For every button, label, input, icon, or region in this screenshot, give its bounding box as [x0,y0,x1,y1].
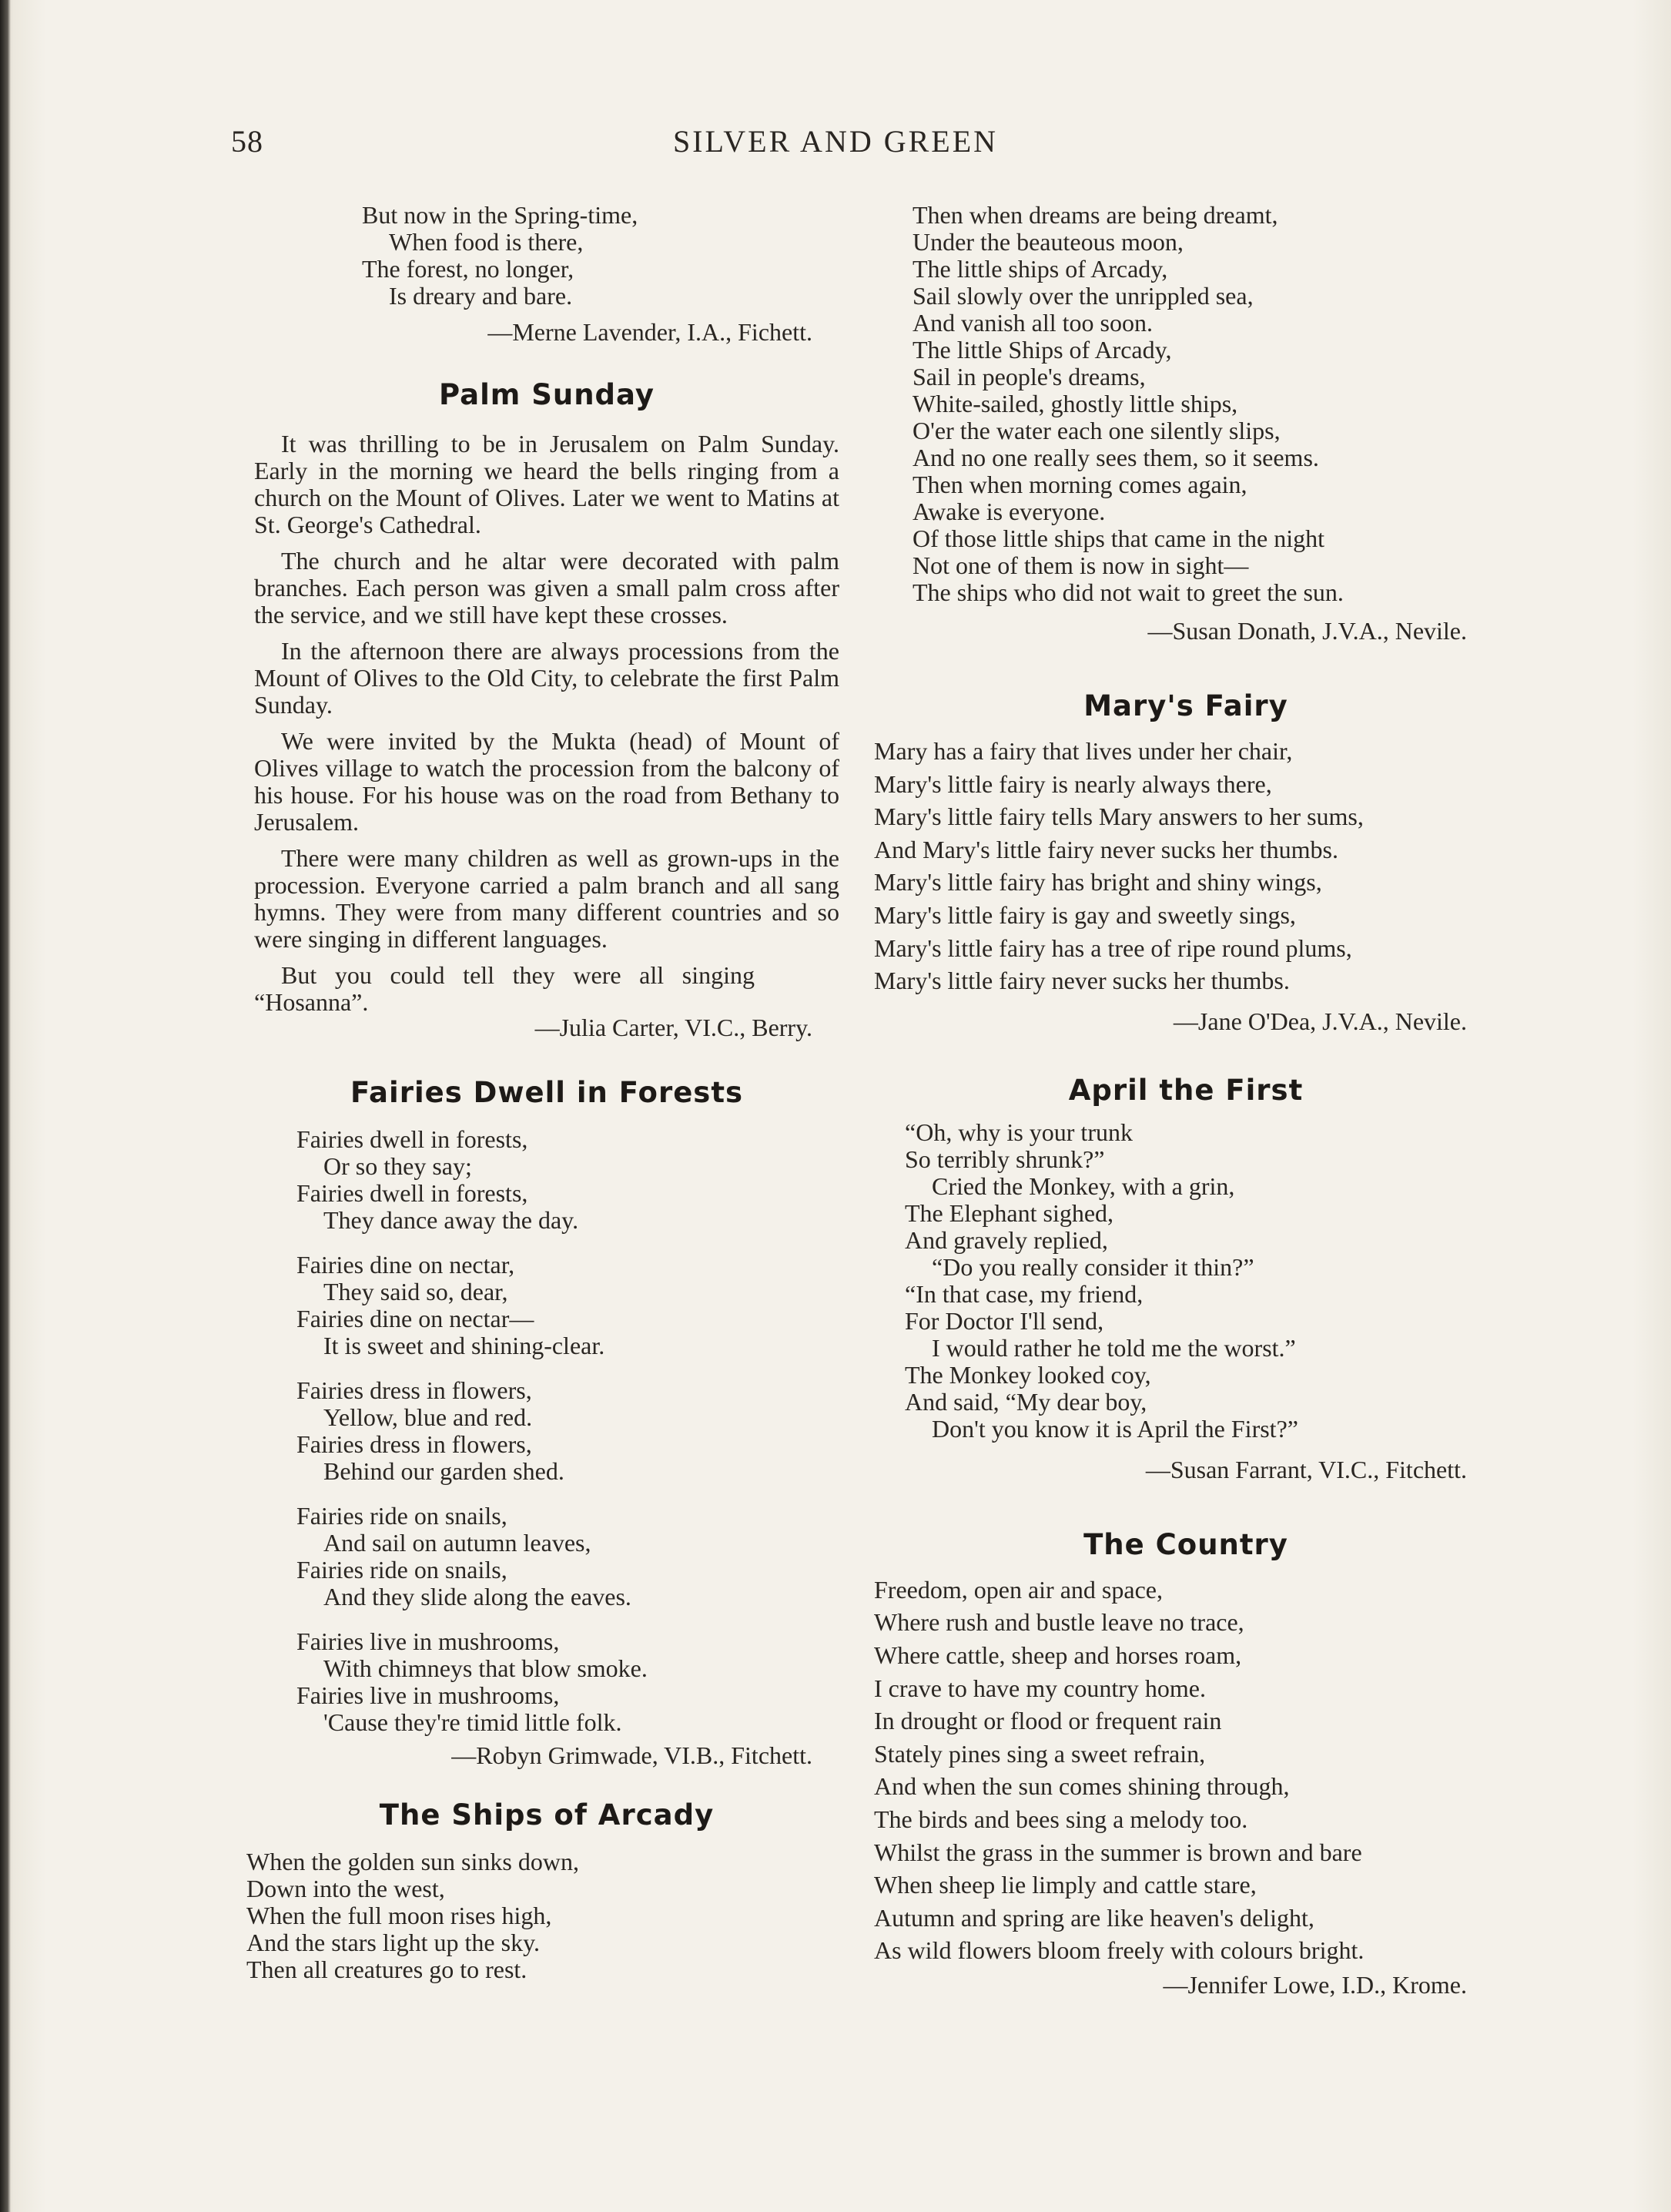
stanza [296,1126,847,1234]
attribution: —Jane O'Dea, J.V.A., Nevile. [1173,1007,1467,1035]
poem-line: Fairies dress in flowers, [296,1430,532,1458]
poem-line: Fairies dress in flowers, [296,1376,532,1404]
right-column [874,202,1498,1999]
ships-poem-end [874,202,1498,606]
attribution: —Susan Donath, J.V.A., Nevile. [1147,617,1467,645]
poem-line: Is dreary and bare. [389,282,573,310]
poem-line: The Monkey looked coy, [905,1360,1151,1389]
spring-poem-ending [246,202,847,310]
poem-line: Whilst the grass in the summer is brown and bare [874,1838,1362,1866]
attribution: —Susan Farrant, VI.C., Fitchett. [1145,1455,1467,1483]
stanza [296,1503,847,1610]
attribution: —Robyn Grimwade, VI.B., Fitchett. [451,1741,812,1769]
poem-line: “In that case, my friend, [905,1279,1144,1308]
running-title: SILVER AND GREEN [672,124,999,159]
poem-line: Don't you know it is April the First?” [932,1414,1298,1443]
poem-line: When sheep lie limply and cattle stare, [874,1871,1257,1899]
poem-line: Yellow, blue and red. [323,1403,533,1431]
paragraph: In the afternoon there are always processions from the Mount of Olives to the Old City, to celebrate the first Palm Sunday. [254,637,839,719]
poem-line: Fairies live in mushrooms, [296,1627,560,1655]
poem-line: Cried the Monkey, with a grin, [932,1171,1235,1200]
poem-line: And no one really sees them, so it seems. [913,444,1319,471]
heading-the-country: The Country [1083,1527,1288,1561]
poem-line: Stately pines sing a sweet refrain, [874,1739,1206,1768]
heading-fairies-dwell: Fairies Dwell in Forests [350,1076,744,1109]
ships-poem-start [246,1848,847,1983]
poem-line: Fairies dine on nectar— [296,1305,534,1332]
poem-line: “Oh, why is your trunk [905,1118,1133,1146]
poem-line: The birds and bees sing a melody too. [874,1805,1248,1833]
stanza [296,1377,847,1485]
poem-line: And the stars light up the sky. [246,1929,540,1956]
poem-line: When the full moon rises high, [246,1902,552,1929]
poem-line: And sail on autumn leaves, [323,1529,591,1557]
poem-line: Where rush and bustle leave no trace, [874,1608,1244,1637]
poem-line: I would rather he told me the worst.” [932,1333,1296,1362]
poem-line: Or so they say; [323,1152,472,1180]
poem-line: Mary's little fairy is nearly always there, [874,769,1272,798]
paragraph: The church and he altar were decorated with palm branches. Each person was given a small palm cross after the service, and we still have kept these crosses. [254,547,839,628]
poem-line: Then when morning comes again, [913,471,1247,498]
poem-line: The forest, no longer, [362,255,574,283]
poem-line: Mary's little fairy is gay and sweetly sings, [874,900,1296,929]
poem-line: The Elephant sighed, [905,1198,1114,1227]
poem-line: The ships who did not wait to greet the sun. [913,578,1344,606]
poem-line: With chimneys that blow smoke. [323,1654,648,1682]
poem-line: Behind our garden shed. [323,1457,564,1485]
heading-marys-fairy: Mary's Fairy [1083,689,1288,722]
stanza [296,1628,847,1736]
poem-line: Autumn and spring are like heaven's delight, [874,1903,1314,1932]
poem-line: Freedom, open air and space, [874,1575,1163,1604]
poem-line: And vanish all too soon. [913,309,1153,337]
poem-line: Fairies dwell in forests, [296,1179,528,1207]
poem-line: It is sweet and shining-clear. [323,1332,605,1359]
poem-line: O'er the water each one silently slips, [913,417,1281,444]
poem-line: So terribly shrunk?” [905,1145,1105,1173]
poem-line: But now in the Spring-time, [362,201,638,229]
stanza [296,1252,847,1359]
poem-line: And gravely replied, [905,1225,1108,1254]
paragraph: There were many children as well as grown-ups in the procession. Everyone carried a palm branch and all sang hymns. They were from many different countries and so were singing in different languages. [254,844,839,953]
palm-sunday-text [246,431,847,1016]
attribution: —Jennifer Lowe, I.D., Krome. [1163,1970,1467,1999]
poem-line: Fairies ride on snails, [296,1502,507,1530]
poem-line: For Doctor I'll send, [905,1306,1104,1335]
left-column [246,202,847,1983]
heading-ships-of-arcady: The Ships of Arcady [379,1798,715,1832]
poem-line: 'Cause they're timid little folk. [323,1708,622,1736]
poem-line: In drought or flood or frequent rain [874,1707,1222,1735]
poem-line: “Do you really consider it thin?” [932,1252,1254,1281]
poem-line: Awake is everyone. [913,498,1106,525]
poem-line: Sail slowly over the unrippled sea, [913,282,1254,310]
poem-line: Mary's little fairy has a tree of ripe round plums, [874,933,1352,962]
heading-april-the-first: April the First [1068,1073,1304,1107]
page-number: 58 [231,124,263,159]
binding-shadow [0,0,11,2212]
poem-line: Under the beauteous moon, [913,228,1184,256]
heading-palm-sunday: Palm Sunday [439,378,655,411]
poem-line: Not one of them is now in sight— [913,551,1249,579]
poem-line: And said, “My dear boy, [905,1387,1147,1416]
poem-line: And they slide along the eaves. [323,1583,631,1610]
poem-line: Mary has a fairy that lives under her chair, [874,737,1293,765]
page-header [0,123,1671,169]
paragraph: It was thrilling to be in Jerusalem on Palm Sunday. Early in the morning we heard the bells ringing from a church on the Mount of Olives. Later we went to Matins at St. George's Cathedral. [254,430,839,538]
poem-line: They dance away the day. [323,1206,579,1234]
poem-line: Mary's little fairy never sucks her thumbs. [874,967,1290,995]
poem-line: The little ships of Arcady, [913,255,1168,283]
poem-line: As wild flowers bloom freely with colours bright. [874,1936,1365,1965]
poem-line: Fairies live in mushrooms, [296,1681,560,1709]
poem-line: And Mary's little fairy never sucks her thumbs. [874,835,1338,863]
country-poem [874,1574,1498,1967]
april-poem [874,1119,1498,1443]
poem-line: Mary's little fairy has bright and shiny wings, [874,868,1322,897]
marys-fairy-poem [874,735,1498,997]
poem-line: When the golden sun sinks down, [246,1848,579,1875]
poem-line: White-sailed, ghostly little ships, [913,390,1238,417]
poem-line: Fairies dwell in forests, [296,1125,528,1153]
poem-line: Then when dreams are being dreamt, [913,201,1278,229]
poem-line: Of those little ships that came in the night [913,525,1325,552]
poem-line: They said so, dear, [323,1278,508,1305]
poem-line: And when the sun comes shining through, [874,1772,1290,1801]
attribution: —Merne Lavender, I.A., Fichett. [487,318,812,346]
attribution: —Julia Carter, VI.C., Berry. [534,1014,812,1041]
poem-line: Sail in people's dreams, [913,363,1146,390]
poem-line: When food is there, [389,228,584,256]
poem-line: Down into the west, [246,1875,445,1902]
paragraph: But you could tell they were all singing “Hosanna”. [254,961,755,1016]
poem-line: Where cattle, sheep and horses roam, [874,1641,1242,1669]
poem-line: Then all creatures go to rest. [246,1956,527,1983]
poem-line: The little Ships of Arcady, [913,336,1172,364]
poem-line: Mary's little fairy tells Mary answers to her sums, [874,803,1364,831]
paragraph: We were invited by the Mukta (head) of Mount of Olives village to watch the procession from the balcony of his house. For his house was on the road from Bethany to Jerusalem. [254,727,839,836]
fairies-poem [246,1126,847,1736]
poem-line: Fairies dine on nectar, [296,1251,515,1279]
poem-line: I crave to have my country home. [874,1674,1206,1702]
poem-line: Fairies ride on snails, [296,1556,507,1584]
